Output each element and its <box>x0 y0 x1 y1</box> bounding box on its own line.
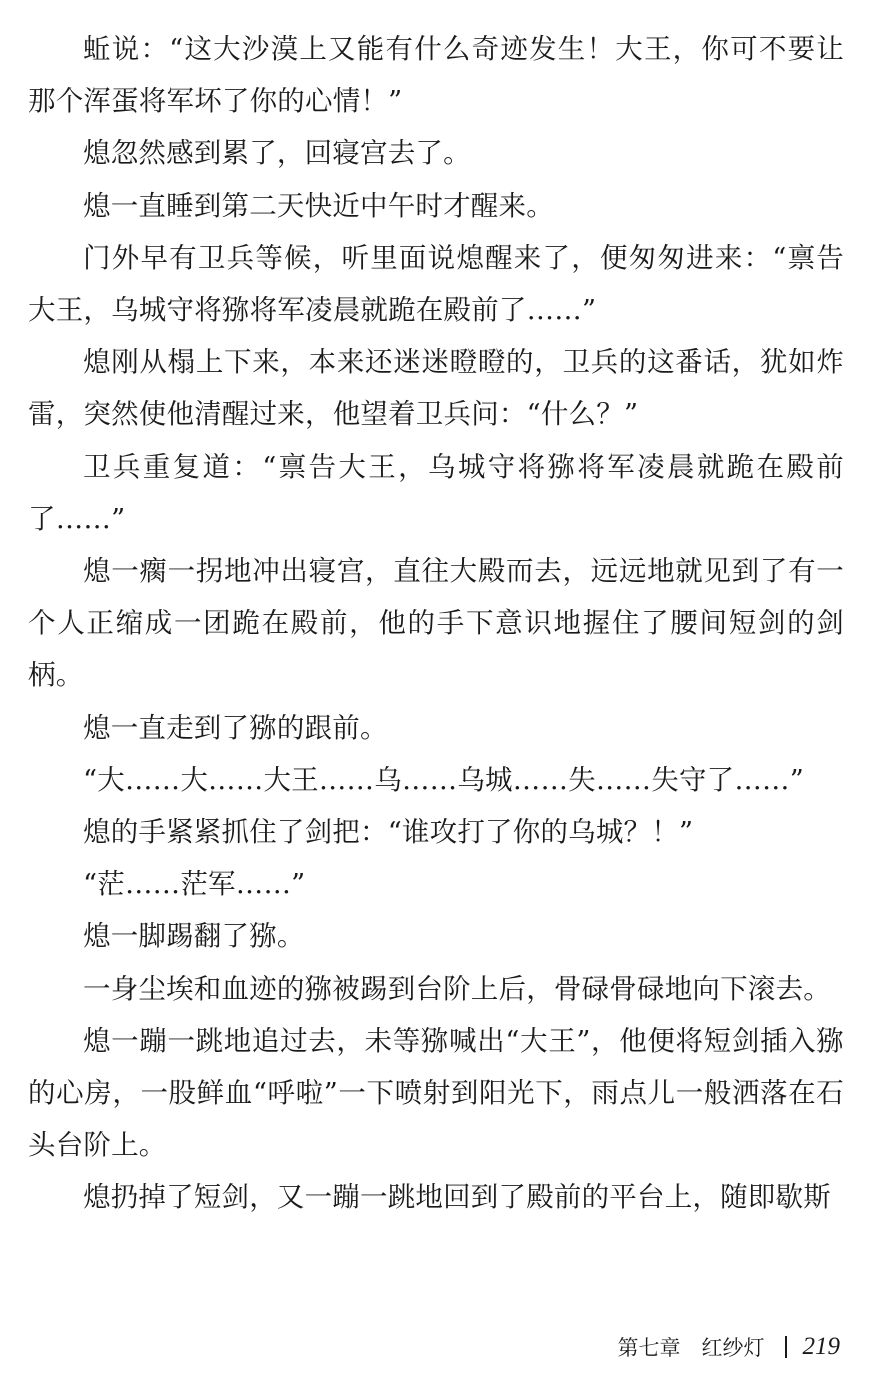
paragraph-5: 熄刚从榻上下来，本来还迷迷瞪瞪的，卫兵的这番话，犹如炸雷，突然使他清醒过来，他望着卫兵问：“什么？” <box>28 346 844 431</box>
paragraph-1: 蚯说：“这大沙漠上又能有什么奇迹发生！大王，你可不要让那个浑蛋将军坏了你的心情！” <box>28 33 844 118</box>
paragraph-2: 熄忽然感到累了，回寝宫去了。 <box>83 137 471 170</box>
book-page-body <box>28 23 844 1224</box>
paragraph-6: 卫兵重复道：“禀告大王，乌城守将猕将军凌晨就跪在殿前了……” <box>28 450 844 535</box>
footer-divider <box>785 1336 787 1358</box>
paragraph-8: 熄一直走到了猕的跟前。 <box>83 711 388 744</box>
paragraph-14: 熄一蹦一跳地追过去，未等猕喊出“大王”，他便将短剑插入猕的心房，一股鲜血“呼啦”一下喷射到阳光下，雨点儿一般洒落在石头台阶上。 <box>28 1024 844 1162</box>
paragraph-12: 熄一脚踢翻了猕。 <box>83 920 305 953</box>
paragraph-10: 熄的手紧紧抓住了剑把：“谁攻打了你的乌城？！” <box>83 816 694 849</box>
paragraph-11: “茫……茫军……” <box>83 868 306 901</box>
paragraph-7: 熄一瘸一拐地冲出寝宫，直往大殿而去，远远地就见到了有一个人正缩成一团跪在殿前，他的手下意识地握住了腰间短剑的剑柄。 <box>28 555 844 692</box>
paragraph-4: 门外早有卫兵等候，听里面说熄醒来了，便匆匆进来：“禀告大王，乌城守将猕将军凌晨就跪在殿前了……” <box>28 241 844 327</box>
page-footer <box>28 1332 840 1372</box>
paragraph-3: 熄一直睡到第二天快近中午时才醒来。 <box>83 189 554 222</box>
paragraph-9: “大……大……大王……乌……乌城……失……失守了……” <box>83 763 805 796</box>
paragraph-13: 一身尘埃和血迹的猕被踢到台阶上后，骨碌骨碌地向下滚去。 <box>83 972 831 1005</box>
paragraph-15: 熄扔掉了短剑，又一蹦一跳地回到了殿前的平台上，随即歇斯 <box>83 1181 831 1214</box>
chapter-title: 第七章 红纱灯 <box>617 1336 765 1360</box>
page-number: 219 <box>802 1333 840 1360</box>
